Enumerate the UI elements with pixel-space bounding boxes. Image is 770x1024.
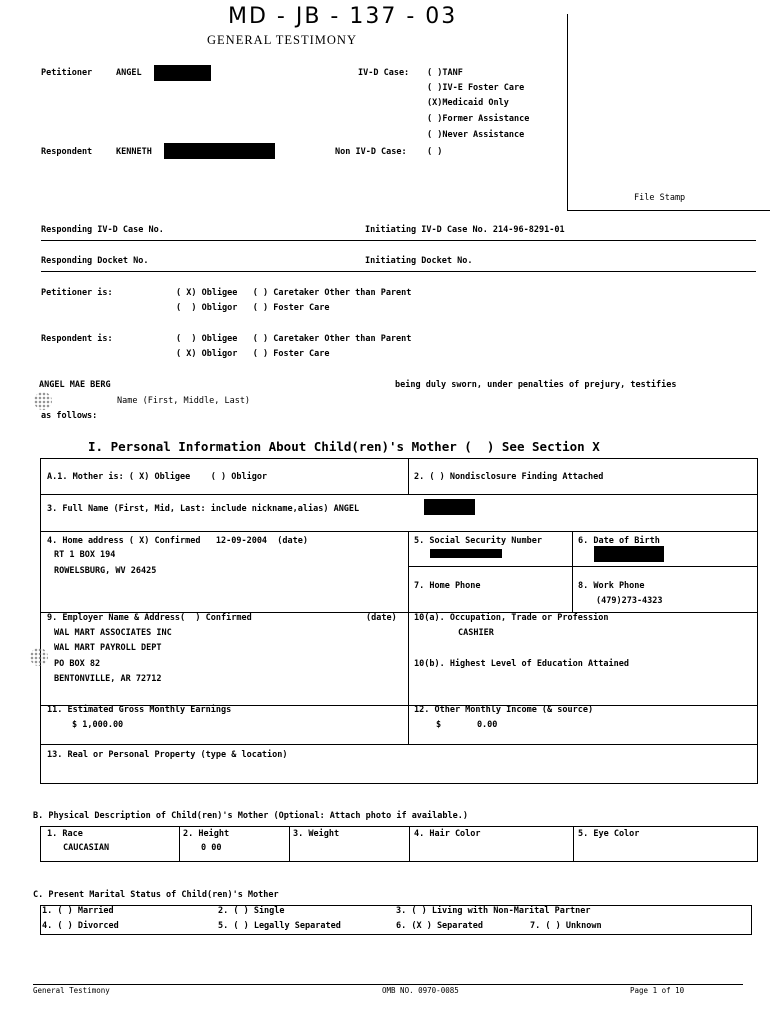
footer-page-number: Page 1 of 10 xyxy=(630,986,685,995)
redaction-bar xyxy=(154,65,211,81)
sworn-name: ANGEL MAE BERG xyxy=(39,380,111,390)
name-caption: Name (First, Middle, Last) xyxy=(117,396,251,406)
redaction-bar xyxy=(164,143,275,159)
full-name-field: 3. Full Name (First, Mid, Last: include nickname,alias) ANGEL xyxy=(47,504,360,514)
respondent-is-row2: ( X) Obligor ( ) Foster Care xyxy=(176,349,330,359)
employer-label: 9. Employer Name & Address( ) Confirmed xyxy=(47,613,252,623)
home-phone-label: 7. Home Phone xyxy=(414,581,481,591)
employer-line4: BENTONVILLE, AR 72712 xyxy=(54,674,162,684)
sworn-statement: being duly sworn, under penalties of prejury, testifies xyxy=(395,380,677,390)
nondisclosure-field: 2. ( ) Nondisclosure Finding Attached xyxy=(414,472,604,482)
petitioner-is-row2: ( ) Obligor ( ) Foster Care xyxy=(176,303,330,313)
respondent-is-label: Respondent is: xyxy=(41,334,113,344)
handwritten-case-number: MD - JB - 137 - 03 xyxy=(228,4,458,29)
marital-unknown: 7. ( ) Unknown xyxy=(530,921,602,931)
redaction-bar xyxy=(430,549,502,558)
section-b-table xyxy=(40,826,758,862)
height-label: 2. Height xyxy=(183,829,230,839)
ivd-option-former: ( )Former Assistance xyxy=(427,114,530,124)
scan-speck xyxy=(30,648,48,666)
gross-earnings-label: 11. Estimated Gross Monthly Earnings xyxy=(47,705,232,715)
ivd-case-label: IV-D Case: xyxy=(358,68,410,78)
occupation-label: 10(a). Occupation, Trade or Profession xyxy=(414,613,609,623)
home-address-line2: ROWELSBURG, WV 26425 xyxy=(54,566,157,576)
race-label: 1. Race xyxy=(47,829,83,839)
as-follows: as follows: xyxy=(41,411,98,421)
marital-living-with-partner: 3. ( ) Living with Non-Marital Partner xyxy=(396,906,591,916)
respondent-is-row1: ( ) Obligee ( ) Caretaker Other than Parent xyxy=(176,334,412,344)
section-c-heading: C. Present Marital Status of Child(ren)'s Mother xyxy=(33,890,279,900)
education-label: 10(b). Highest Level of Education Attained xyxy=(414,659,629,669)
weight-label: 3. Weight xyxy=(293,829,340,839)
respondent-label: Respondent xyxy=(41,147,93,157)
file-stamp-border xyxy=(567,14,568,210)
marital-divorced: 4. ( ) Divorced xyxy=(42,921,119,931)
home-address-label: 4. Home address ( X) Confirmed 12-09-2004 (date) xyxy=(47,536,308,546)
employer-date: (date) xyxy=(366,613,397,623)
petitioner-label: Petitioner xyxy=(41,68,93,78)
footer-omb-number: OMB NO. 0970-0085 xyxy=(382,986,459,995)
ivd-option-never: ( )Never Assistance xyxy=(427,130,525,140)
ssn-label: 5. Social Security Number xyxy=(414,536,542,546)
section-1-heading: I. Personal Information About Child(ren)'s Mother ( ) See Section X xyxy=(88,439,600,454)
non-ivd-label: Non IV-D Case: xyxy=(335,147,407,157)
work-phone-label: 8. Work Phone xyxy=(578,581,645,591)
petitioner-is-row1: ( X) Obligee ( ) Caretaker Other than Parent xyxy=(176,288,412,298)
employer-line1: WAL MART ASSOCIATES INC xyxy=(54,628,172,638)
marital-single: 2. ( ) Single xyxy=(218,906,285,916)
file-stamp-label: File Stamp xyxy=(634,193,686,203)
petitioner-is-label: Petitioner is: xyxy=(41,288,113,298)
non-ivd-value: ( ) xyxy=(427,147,443,157)
marital-married: 1. ( ) Married xyxy=(42,906,114,916)
occupation-value: CASHIER xyxy=(458,628,494,638)
other-income-value: $ 0.00 xyxy=(436,720,498,730)
marital-separated: 6. (X ) Separated xyxy=(396,921,483,931)
scan-speck xyxy=(34,392,52,410)
mother-is-field: A.1. Mother is: ( X) Obligee ( ) Obligor xyxy=(47,472,268,482)
responding-case-label: Responding IV-D Case No. xyxy=(41,225,164,235)
work-phone-value: (479)273-4323 xyxy=(596,596,663,606)
gross-earnings-value: $ 1,000.00 xyxy=(72,720,124,730)
other-income-label: 12. Other Monthly Income (& source) xyxy=(414,705,594,715)
employer-line3: PO BOX 82 xyxy=(54,659,101,669)
initiating-case-label: Initiating IV-D Case No. 214-96-8291-01 xyxy=(365,225,565,235)
petitioner-name: ANGEL xyxy=(116,68,142,78)
initiating-docket-label: Initiating Docket No. xyxy=(365,256,473,266)
form-title: GENERAL TESTIMONY xyxy=(207,33,357,47)
race-value: CAUCASIAN xyxy=(63,843,110,853)
ivd-option-foster-care: ( )IV-E Foster Care xyxy=(427,83,525,93)
eye-color-label: 5. Eye Color xyxy=(578,829,640,839)
footer-form-name: General Testimony xyxy=(33,986,110,995)
employer-line2: WAL MART PAYROLL DEPT xyxy=(54,643,162,653)
redaction-bar xyxy=(594,546,664,562)
respondent-name: KENNETH xyxy=(116,147,152,157)
marital-legally-separated: 5. ( ) Legally Separated xyxy=(218,921,341,931)
property-label: 13. Real or Personal Property (type & location) xyxy=(47,750,288,760)
dob-label: 6. Date of Birth xyxy=(578,536,660,546)
ivd-option-medicaid: (X)Medicaid Only xyxy=(427,98,509,108)
home-address-line1: RT 1 BOX 194 xyxy=(54,550,116,560)
responding-docket-label: Responding Docket No. xyxy=(41,256,149,266)
hair-color-label: 4. Hair Color xyxy=(414,829,481,839)
ivd-option-tanf: ( )TANF xyxy=(427,68,463,78)
section-b-heading: B. Physical Description of Child(ren)'s Mother (Optional: Attach photo if available.) xyxy=(33,811,468,821)
redaction-bar xyxy=(424,499,475,515)
height-value: 0 00 xyxy=(201,843,222,853)
